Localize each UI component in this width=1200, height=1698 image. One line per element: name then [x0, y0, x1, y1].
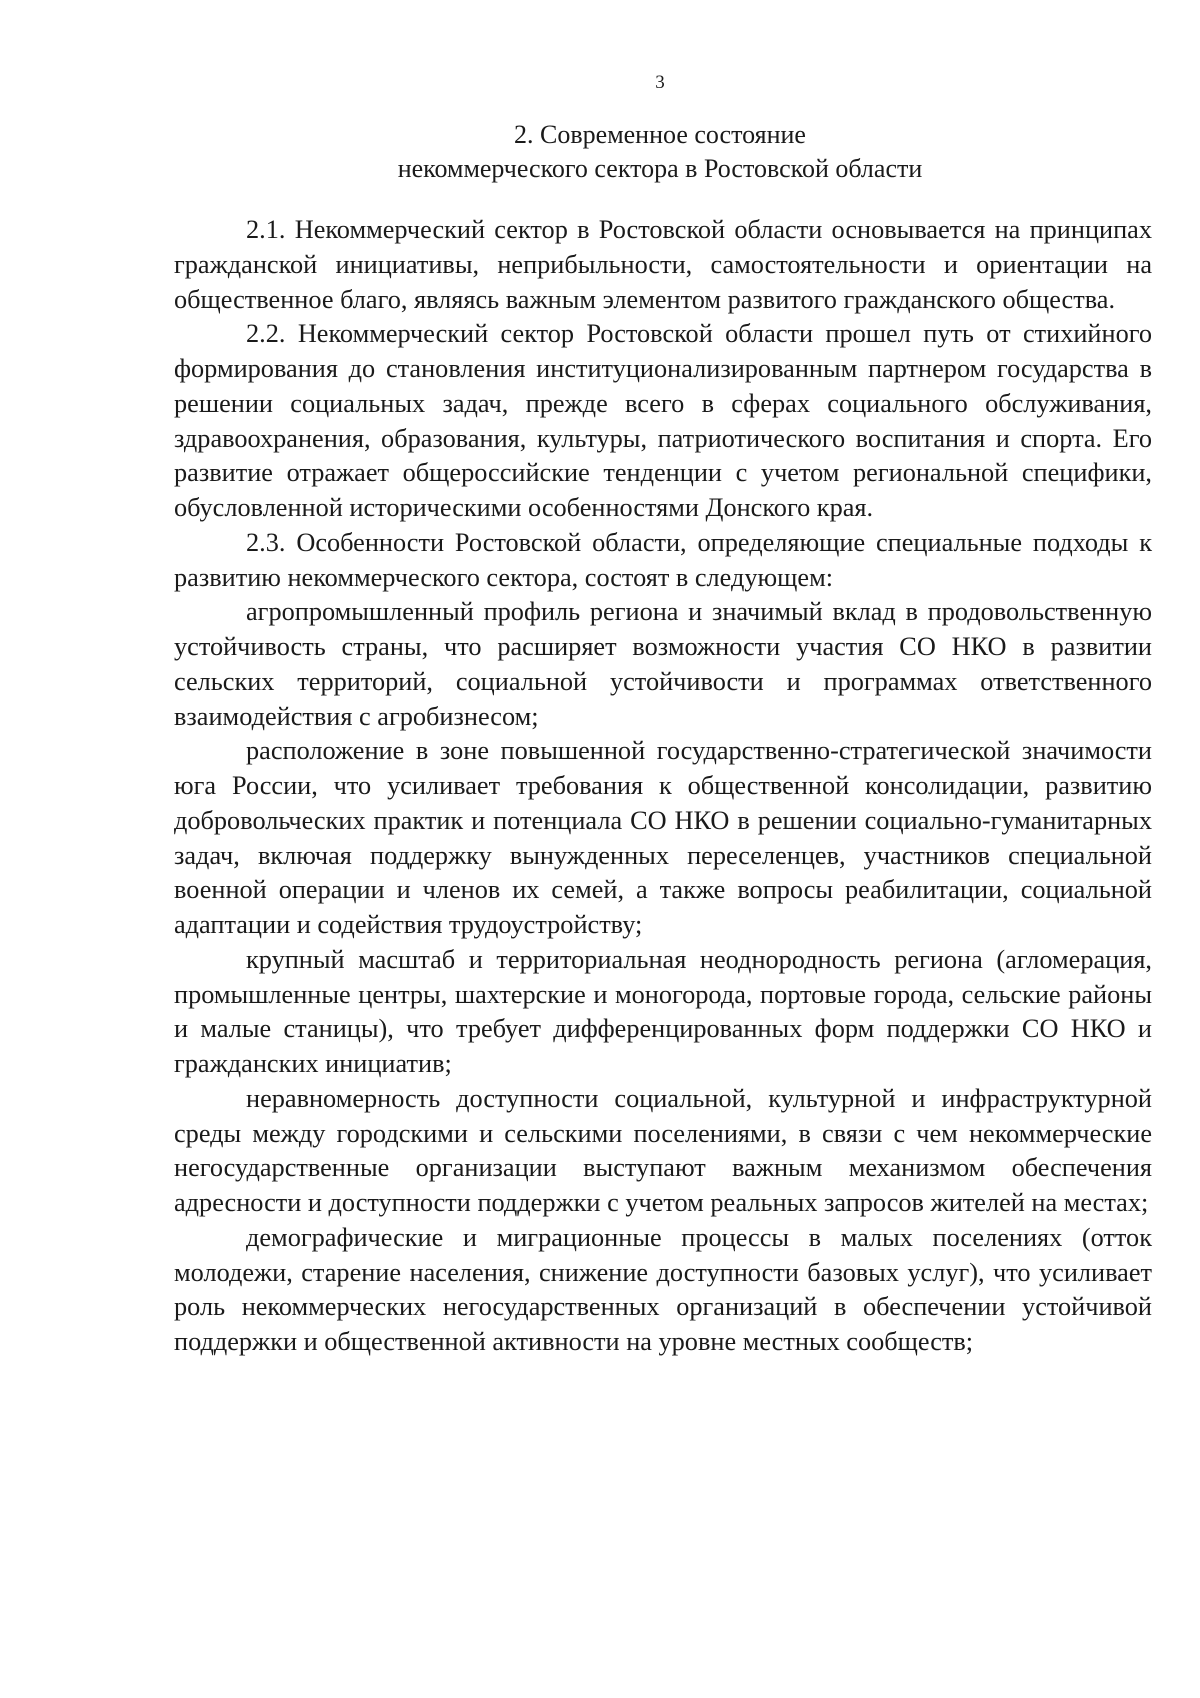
document-body	[174, 213, 1152, 1360]
section-heading	[60, 118, 1200, 186]
list-item-strategic-location: расположение в зоне повышенной государственно-стратегической значимости юга России, что усиливает требования к общественной консолидации, развитию добровольческих практик и потенциала СО НКО в решении социально-гуманитарных задач, включая поддержку вынужденных переселенцев, участников специальной военной операции и членов их семей, а также вопросы реабилитации, социальной адаптации и содействия трудоустройству;	[174, 736, 1152, 939]
section-heading-line-2: некоммерческого сектора в Ростовской области	[397, 154, 923, 183]
list-item-territorial-heterogeneity: крупный масштаб и территориальная неоднородность региона (агломерация, промышленные центры, шахтерские и моногорода, портовые города, сельские районы и малые станицы), что требует дифференцированных форм поддержки СО НКО и гражданских инициатив;	[174, 944, 1152, 1078]
list-item-uneven-accessibility: неравномерность доступности социальной, культурной и инфраструктурной среды между городскими и сельскими поселениями, в связи с чем некоммерческие негосударственные организации выступают важным механизмом обеспечения адресности и доступности поддержки с учетом реальных запросов жителей на местах;	[174, 1083, 1152, 1217]
page-number: 3	[655, 72, 665, 93]
paragraph-2-2: 2.2. Некоммерческий сектор Ростовской области прошел путь от стихийного формирования до становления институционализированным партнером государства в решении социальных задач, прежде всего в сферах социального обслуживания, здравоохранения, образования, культуры, патриотического воспитания и спорта. Его развитие отражает общероссийские тенденции с учетом региональной специфики, обусловленной историческими особенностями Донского края.	[174, 319, 1152, 522]
list-item-agro-profile: агропромышленный профиль региона и значимый вклад в продовольственную устойчивость страны, что расширяет возможности участия СО НКО в развитии сельских территорий, социальной устойчивости и программах ответственного взаимодействия с агробизнесом;	[174, 597, 1152, 731]
section-heading-line-1: 2. Современное состояние	[514, 120, 806, 149]
paragraph-2-3: 2.3. Особенности Ростовской области, определяющие специальные подходы к развитию некоммерческого сектора, состоят в следующем:	[174, 527, 1152, 592]
paragraph-2-1: 2.1. Некоммерческий сектор в Ростовской области основывается на принципах гражданской инициативы, неприбыльности, самостоятельности и ориентации на общественное благо, являясь важным элементом развитого гражданского общества.	[174, 215, 1152, 314]
list-item-demographic-processes: демографические и миграционные процессы в малых поселениях (отток молодежи, старение населения, снижение доступности базовых услуг), что усиливает роль некоммерческих негосударственных организаций в обеспечении устойчивой поддержки и общественной активности на уровне местных сообществ;	[174, 1222, 1152, 1356]
